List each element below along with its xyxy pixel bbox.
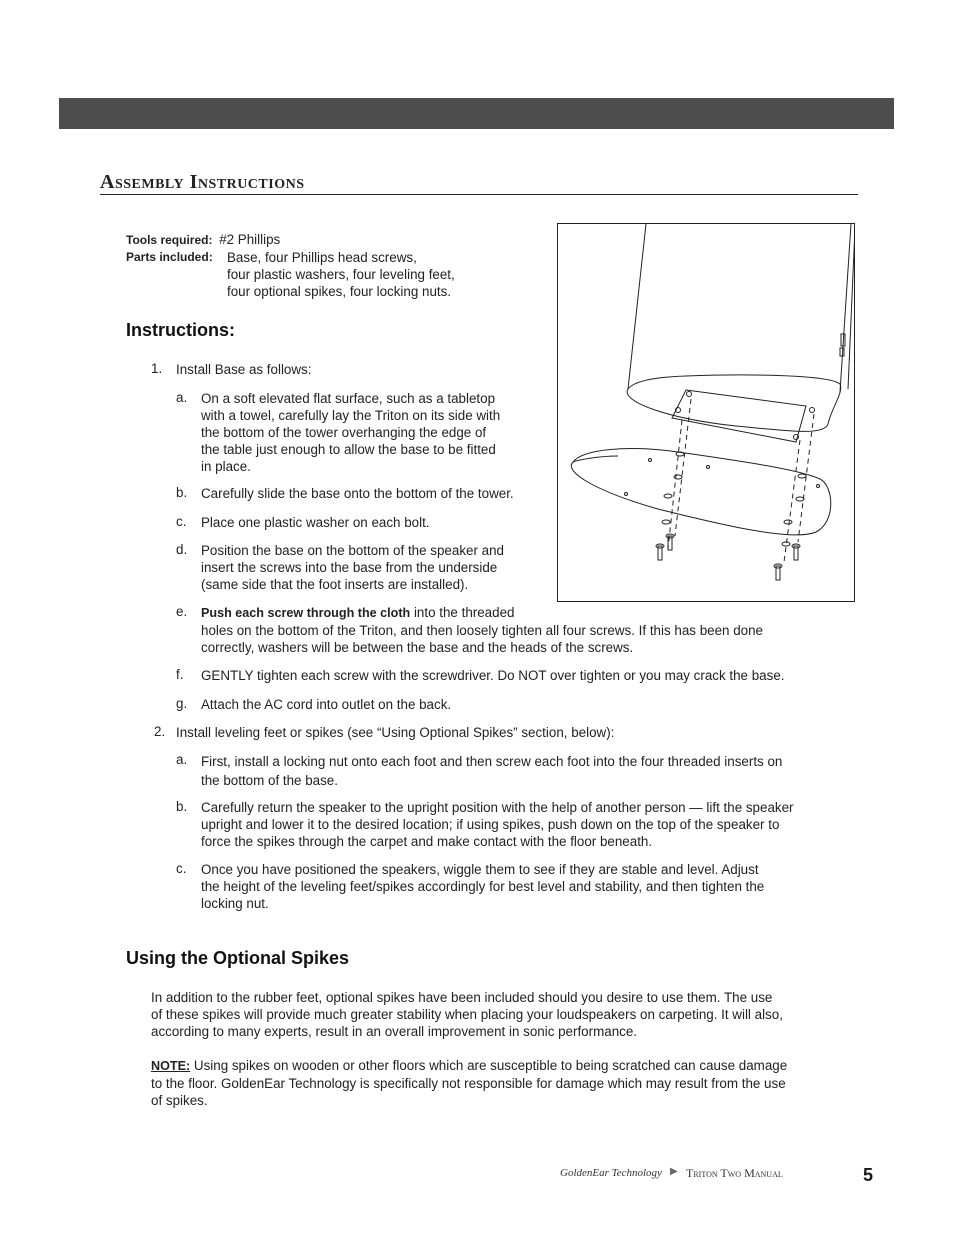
manual-title: Triton Two Manual xyxy=(686,1166,783,1180)
substep-marker: a. xyxy=(176,752,188,767)
tools-value: #2 Phillips xyxy=(219,232,281,247)
arrow-icon: ▶ xyxy=(670,1166,678,1177)
text-line: (same side that the foot inserts are installed). xyxy=(201,577,469,592)
substep-marker: f. xyxy=(176,667,184,682)
spikes-heading: Using the Optional Spikes xyxy=(126,948,350,968)
note-label: NOTE: xyxy=(151,1059,191,1073)
substep-marker: e. xyxy=(176,604,188,619)
text-line: of spikes. xyxy=(151,1093,208,1108)
text-line xyxy=(201,604,763,622)
text-line: with a towel, carefully lay the Triton on its side with xyxy=(201,408,501,423)
text-line: holes on the bottom of the Triton, and then loosely tighten all four screws. If this has been done xyxy=(201,623,764,638)
footer-brand xyxy=(560,1167,662,1179)
text-line: Carefully return the speaker to the upright position with the help of another person — lift the speaker xyxy=(201,800,794,815)
assembly-illustration xyxy=(557,223,855,602)
note-paragraph xyxy=(151,1057,787,1109)
substep-marker: b. xyxy=(176,485,188,500)
text-line: Position the base on the bottom of the speaker and xyxy=(201,543,504,558)
substep-text xyxy=(201,861,764,912)
text-line: force the spikes through the carpet and make contact with the floor beneath. xyxy=(201,834,653,849)
text-line: insert the screws into the base from the underside xyxy=(201,560,498,575)
parts-label: Parts included: xyxy=(126,250,213,264)
step-number: 1. xyxy=(151,361,163,376)
header-bar xyxy=(59,98,894,129)
text-line xyxy=(151,1057,787,1075)
text-line: On a soft elevated flat surface, such as a tabletop xyxy=(201,391,496,406)
substep-text: Place one plastic washer on each bolt. xyxy=(201,515,430,530)
step-text: Install leveling feet or spikes (see “Using Optional Spikes” section, below): xyxy=(176,725,615,740)
substep-text xyxy=(201,604,763,656)
substep-marker: d. xyxy=(176,542,188,557)
step-text: Install Base as follows: xyxy=(176,362,312,377)
text-span: Using spikes on wooden or other floors which are susceptible to being scratched can cause damage xyxy=(190,1058,788,1073)
substep-text: GENTLY tighten each screw with the screwdriver. Do NOT over tighten or you may crack the base. xyxy=(201,668,785,683)
text-line: the height of the leveling feet/spikes accordingly for best level and stability, and then tighten the xyxy=(201,879,765,894)
substep-text xyxy=(201,752,782,790)
parts-line: Base, four Phillips head screws, xyxy=(227,250,417,265)
spikes-paragraph xyxy=(151,989,783,1040)
text-line: First, install a locking nut onto each foot and then screw each foot into the four threaded inserts on xyxy=(201,754,783,769)
text-line: of these spikes will provide much greater stability when placing your loudspeakers on carpeting. It will also, xyxy=(151,1007,783,1022)
substep-text xyxy=(201,390,500,475)
substep-marker: c. xyxy=(176,861,187,876)
page-title: Assembly Instructions xyxy=(100,170,858,195)
text-line: the bottom of the tower overhanging the edge of xyxy=(201,425,487,440)
step-number: 2. xyxy=(154,724,166,739)
substep-text xyxy=(201,799,794,850)
tools-required xyxy=(126,231,280,249)
page-number: 5 xyxy=(863,1165,874,1185)
text-line: the bottom of the base. xyxy=(201,773,338,788)
substep-text: Carefully slide the base onto the bottom of the tower. xyxy=(201,486,514,501)
text-line: according to many experts, result in an overall improvement in sonic performance. xyxy=(151,1024,638,1039)
substep-text: Attach the AC cord into outlet on the back. xyxy=(201,697,452,712)
text-span: into the threaded xyxy=(410,605,515,620)
emphasis-text: Push each screw through the cloth xyxy=(201,606,411,620)
substep-marker: c. xyxy=(176,514,187,529)
text-line: correctly, washers will be between the base and the heads of the screws. xyxy=(201,640,634,655)
parts-list xyxy=(227,249,455,300)
text-line: locking nut. xyxy=(201,896,269,911)
substep-marker: b. xyxy=(176,799,188,814)
text-line: Once you have positioned the speakers, wiggle them to see if they are stable and level. Adjust xyxy=(201,862,759,877)
substep-text xyxy=(201,542,504,593)
text-line: upright and lower it to the desired location; if using spikes, push down on the top of the speaker to xyxy=(201,817,780,832)
instructions-heading: Instructions: xyxy=(126,320,236,340)
text-line: the table just enough to allow the base to be fitted xyxy=(201,442,496,457)
substep-marker: a. xyxy=(176,390,188,405)
text-line: to the floor. GoldenEar Technology is specifically not responsible for damage which may result from the use xyxy=(151,1076,786,1091)
brand-name: GoldenEar Technology xyxy=(560,1167,662,1179)
parts-line: four plastic washers, four leveling feet, xyxy=(227,267,455,282)
text-line: in place. xyxy=(201,459,251,474)
text-line: In addition to the rubber feet, optional spikes have been included should you desire to use them. The use xyxy=(151,990,773,1005)
parts-line: four optional spikes, four locking nuts. xyxy=(227,284,452,299)
substep-marker: g. xyxy=(176,696,188,711)
tools-label: Tools required: xyxy=(126,233,213,247)
